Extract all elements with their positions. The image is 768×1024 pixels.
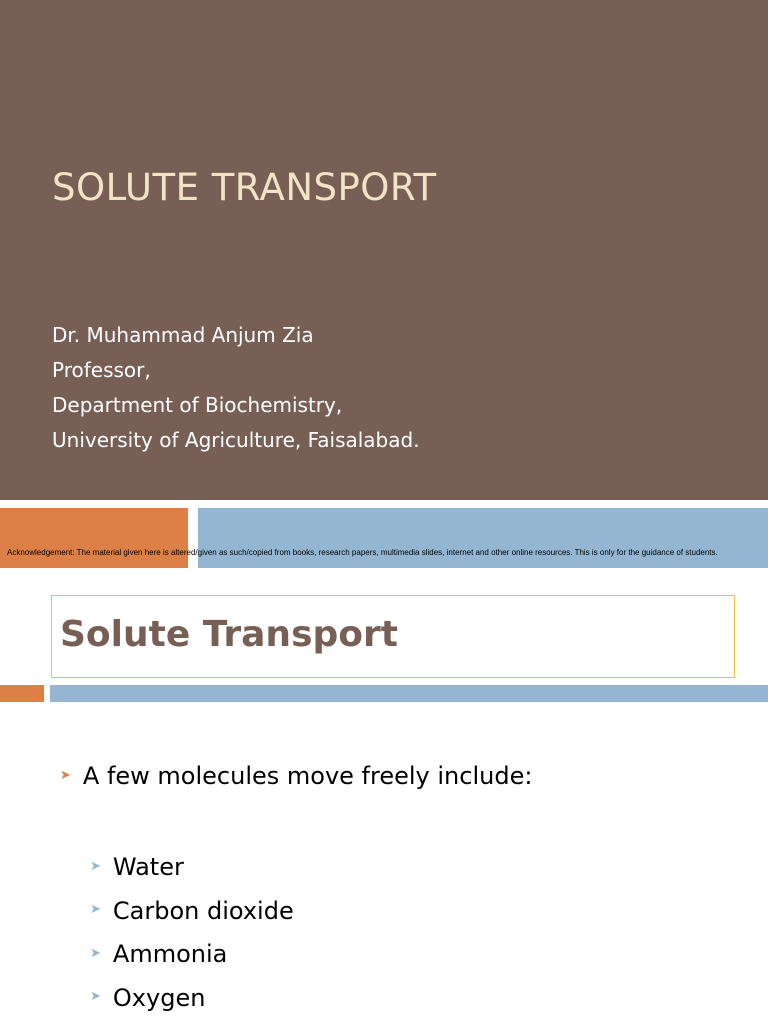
arrowhead-bullet-icon: ➤ [60,767,71,783]
list-item [90,890,294,934]
list-item [90,933,294,977]
arrowhead-bullet-icon: ➤ [90,902,101,917]
accent-band-orange [0,508,188,568]
list-item-text: Water [112,853,184,881]
author-info [52,318,420,458]
main-bullet-text: A few molecules move freely include: [82,762,533,790]
accent-band-blue [198,508,768,568]
author-name: Dr. Muhammad Anjum Zia [52,323,314,347]
arrowhead-bullet-icon: ➤ [90,945,101,961]
list-item-text: Carbon dioxide [112,896,294,925]
list-item-text: Ammonia [112,940,228,968]
arrowhead-bullet-icon: ➤ [90,858,101,874]
list-item-text: Oxygen [112,983,206,1012]
author-university: University of Agriculture, Faisalabad. [52,428,420,452]
main-bullet [60,762,532,790]
acknowledgement-text: Acknowledgement: The material given here is altered/given as such/copied from books, research papers, multimedia slides, internet and other online resources. This is only for the guidance of students. [7,548,718,557]
author-position: Professor, [52,358,151,382]
list-item [90,846,294,890]
list-item [90,977,294,1021]
arrowhead-bullet-icon: ➤ [90,989,101,1004]
title-slide [0,0,768,500]
slide2-accent-bar-blue [50,685,768,702]
slide2-title: Solute Transport [60,614,398,655]
slide2-accent-bar-orange [0,685,44,702]
slide2-title-box [51,595,735,678]
sub-bullet-list [90,846,294,1020]
slide-title: SOLUTE TRANSPORT [52,166,437,209]
author-department: Department of Biochemistry, [52,393,343,417]
